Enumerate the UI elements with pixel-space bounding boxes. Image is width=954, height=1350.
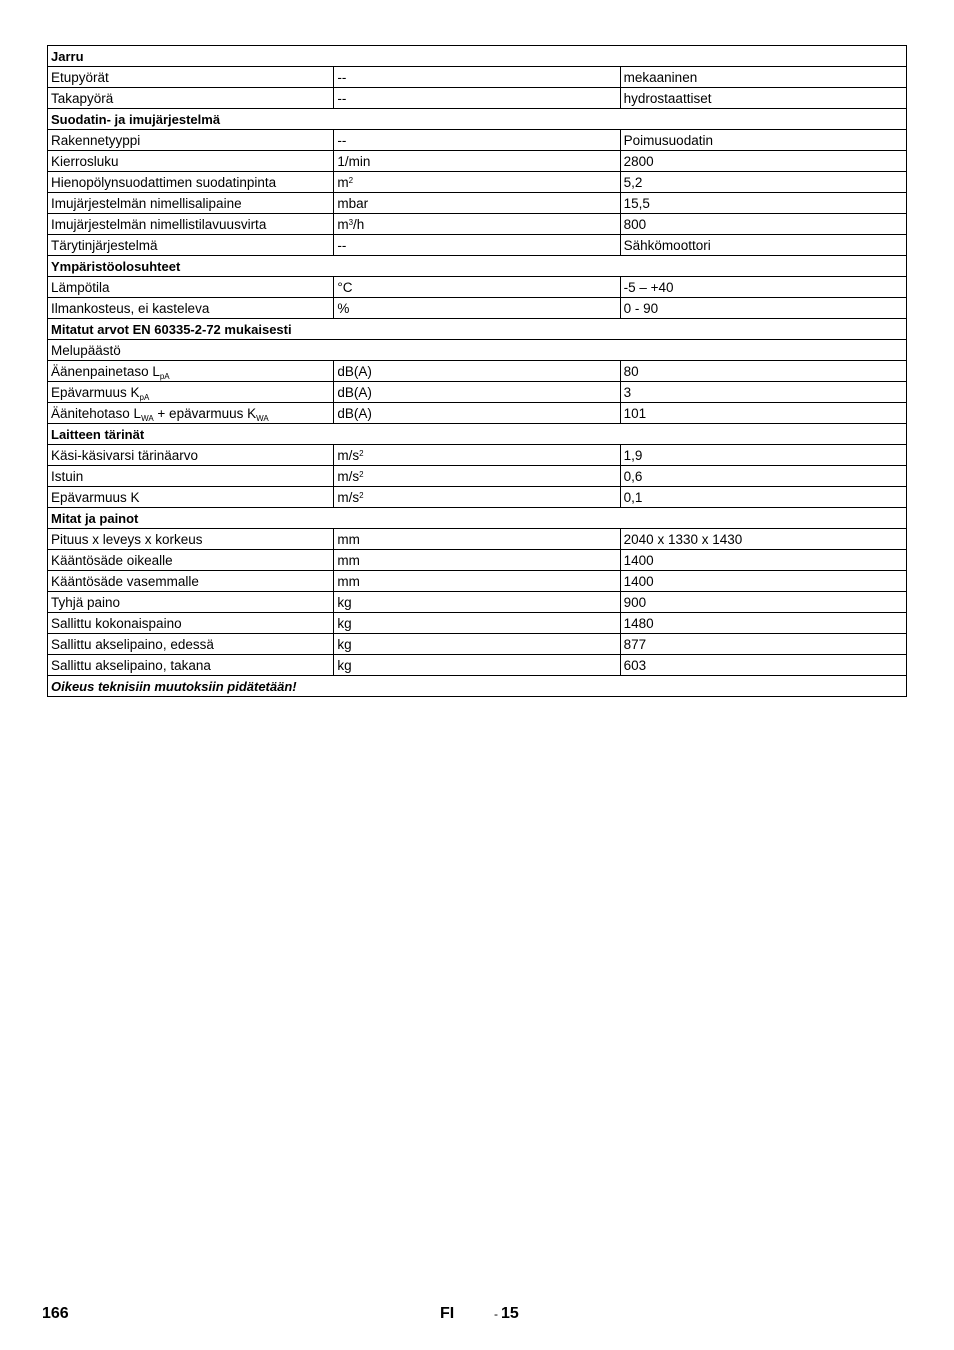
table-row	[48, 403, 907, 424]
label-text: Äänenpainetaso L	[51, 363, 160, 379]
page-footer	[0, 1305, 954, 1329]
row-value: 800	[620, 214, 906, 235]
row-value: 0 - 90	[620, 298, 906, 319]
section-header-brake	[48, 46, 907, 67]
row-value: 1480	[620, 613, 906, 634]
row-unit: °C	[334, 277, 620, 298]
row-unit	[334, 172, 620, 193]
row-label: Imujärjestelmän nimellisalipaine	[48, 193, 334, 214]
row-value: hydrostaattiset	[620, 88, 906, 109]
label-text: Epävarmuus K	[51, 384, 140, 400]
table-row	[48, 655, 907, 676]
row-label: Sallittu akselipaino, edessä	[48, 634, 334, 655]
label-text: Äänitehotaso L	[51, 405, 142, 421]
row-value: 3	[620, 382, 906, 403]
section-title: Mitatut arvot EN 60335-2-72 mukaisesti	[48, 319, 907, 340]
row-label	[48, 361, 334, 382]
row-label	[48, 403, 334, 424]
row-label: Istuin	[48, 466, 334, 487]
page-number: 166	[42, 1305, 69, 1322]
table-row	[48, 613, 907, 634]
section-page-number: 15	[501, 1305, 519, 1322]
unit-superscript: 2	[359, 469, 364, 479]
section-title: Mitat ja painot	[48, 508, 907, 529]
row-value: 15,5	[620, 193, 906, 214]
unit-rest: /h	[353, 216, 365, 232]
section-title: Suodatin- ja imujärjestelmä	[48, 109, 907, 130]
unit-superscript: 3	[348, 217, 354, 227]
row-label: Takapyörä	[48, 88, 334, 109]
row-unit: kg	[334, 592, 620, 613]
table-row	[48, 298, 907, 319]
table-row	[48, 550, 907, 571]
row-unit: mm	[334, 550, 620, 571]
section-header-dimensions	[48, 508, 907, 529]
row-label: Tyhjä paino	[48, 592, 334, 613]
row-label: Rakennetyyppi	[48, 130, 334, 151]
section-title: Ympäristöolosuhteet	[48, 256, 907, 277]
row-label: Sallittu kokonaispaino	[48, 613, 334, 634]
table-row	[48, 277, 907, 298]
row-value: 0,1	[620, 487, 906, 508]
row-value: Sähkömoottori	[620, 235, 906, 256]
unit-superscript: 2	[348, 175, 354, 185]
unit-base: m	[337, 174, 349, 190]
table-row	[48, 466, 907, 487]
unit-superscript: 2	[359, 490, 364, 500]
table-row	[48, 634, 907, 655]
footer-note-row	[48, 676, 907, 697]
subheading: Melupäästö	[48, 340, 907, 361]
row-label: Kierrosluku	[48, 151, 334, 172]
row-value: mekaaninen	[620, 67, 906, 88]
section-header-vibration	[48, 424, 907, 445]
table-row	[48, 214, 907, 235]
row-label: Hienopölynsuodattimen suodatinpinta	[48, 172, 334, 193]
row-unit: mm	[334, 571, 620, 592]
row-value: 5,2	[620, 172, 906, 193]
table-row	[48, 361, 907, 382]
row-unit	[334, 487, 620, 508]
section-title: Laitteen tärinät	[48, 424, 907, 445]
label-subscript: pA	[159, 371, 170, 381]
footer-note: Oikeus teknisiin muutoksiin pidätetään!	[48, 676, 907, 697]
row-label: Sallittu akselipaino, takana	[48, 655, 334, 676]
unit-base: m	[337, 216, 349, 232]
row-label: Lämpötila	[48, 277, 334, 298]
row-unit: dB(A)	[334, 403, 620, 424]
table-row	[48, 382, 907, 403]
label-text: + epävarmuus K	[153, 405, 257, 421]
row-value: 80	[620, 361, 906, 382]
section-header-measured	[48, 319, 907, 340]
row-unit	[334, 445, 620, 466]
unit-superscript: 2	[359, 448, 364, 458]
table-row	[48, 592, 907, 613]
row-value: 1,9	[620, 445, 906, 466]
technical-data-table	[47, 45, 907, 697]
row-value: -5 – +40	[620, 277, 906, 298]
row-unit: kg	[334, 613, 620, 634]
label-subscript: pA	[139, 392, 150, 402]
subheading-row	[48, 340, 907, 361]
row-label: Pituus x leveys x korkeus	[48, 529, 334, 550]
row-label: Käsi-käsivarsi tärinäarvo	[48, 445, 334, 466]
separator: -	[494, 1307, 498, 1321]
table-row	[48, 571, 907, 592]
row-unit: --	[334, 235, 620, 256]
row-value: 877	[620, 634, 906, 655]
label-subscript: WA	[141, 413, 154, 423]
row-label: Kääntösäde oikealle	[48, 550, 334, 571]
row-value: 900	[620, 592, 906, 613]
row-unit: mm	[334, 529, 620, 550]
row-label: Ilmankosteus, ei kasteleva	[48, 298, 334, 319]
row-unit: 1/min	[334, 151, 620, 172]
row-unit: kg	[334, 655, 620, 676]
row-label: Kääntösäde vasemmalle	[48, 571, 334, 592]
row-label: Tärytinjärjestelmä	[48, 235, 334, 256]
table-row	[48, 151, 907, 172]
row-value: 603	[620, 655, 906, 676]
row-unit: --	[334, 88, 620, 109]
table-row	[48, 445, 907, 466]
row-unit: dB(A)	[334, 361, 620, 382]
row-value: 2040 x 1330 x 1430	[620, 529, 906, 550]
language-code: FI	[440, 1305, 455, 1322]
section-page	[494, 1305, 519, 1323]
row-value: Poimusuodatin	[620, 130, 906, 151]
row-value: 1400	[620, 571, 906, 592]
row-unit: %	[334, 298, 620, 319]
section-header-filter	[48, 109, 907, 130]
row-unit: dB(A)	[334, 382, 620, 403]
row-label: Imujärjestelmän nimellistilavuusvirta	[48, 214, 334, 235]
unit-base: m/s	[337, 489, 360, 505]
table-row	[48, 193, 907, 214]
section-header-environment	[48, 256, 907, 277]
row-unit: --	[334, 67, 620, 88]
unit-base: m/s	[337, 447, 360, 463]
row-label	[48, 382, 334, 403]
table-row	[48, 88, 907, 109]
table-row	[48, 529, 907, 550]
row-value: 101	[620, 403, 906, 424]
table-row	[48, 235, 907, 256]
table-row	[48, 67, 907, 88]
row-unit	[334, 466, 620, 487]
row-unit: --	[334, 130, 620, 151]
row-value: 1400	[620, 550, 906, 571]
row-unit: mbar	[334, 193, 620, 214]
row-unit	[334, 214, 620, 235]
table-row	[48, 487, 907, 508]
table-row	[48, 172, 907, 193]
row-unit: kg	[334, 634, 620, 655]
table-row	[48, 130, 907, 151]
section-title: Jarru	[48, 46, 907, 67]
label-subscript: WA	[256, 413, 269, 423]
unit-base: m/s	[337, 468, 360, 484]
row-value: 0,6	[620, 466, 906, 487]
row-label: Etupyörät	[48, 67, 334, 88]
row-label: Epävarmuus K	[48, 487, 334, 508]
row-value: 2800	[620, 151, 906, 172]
